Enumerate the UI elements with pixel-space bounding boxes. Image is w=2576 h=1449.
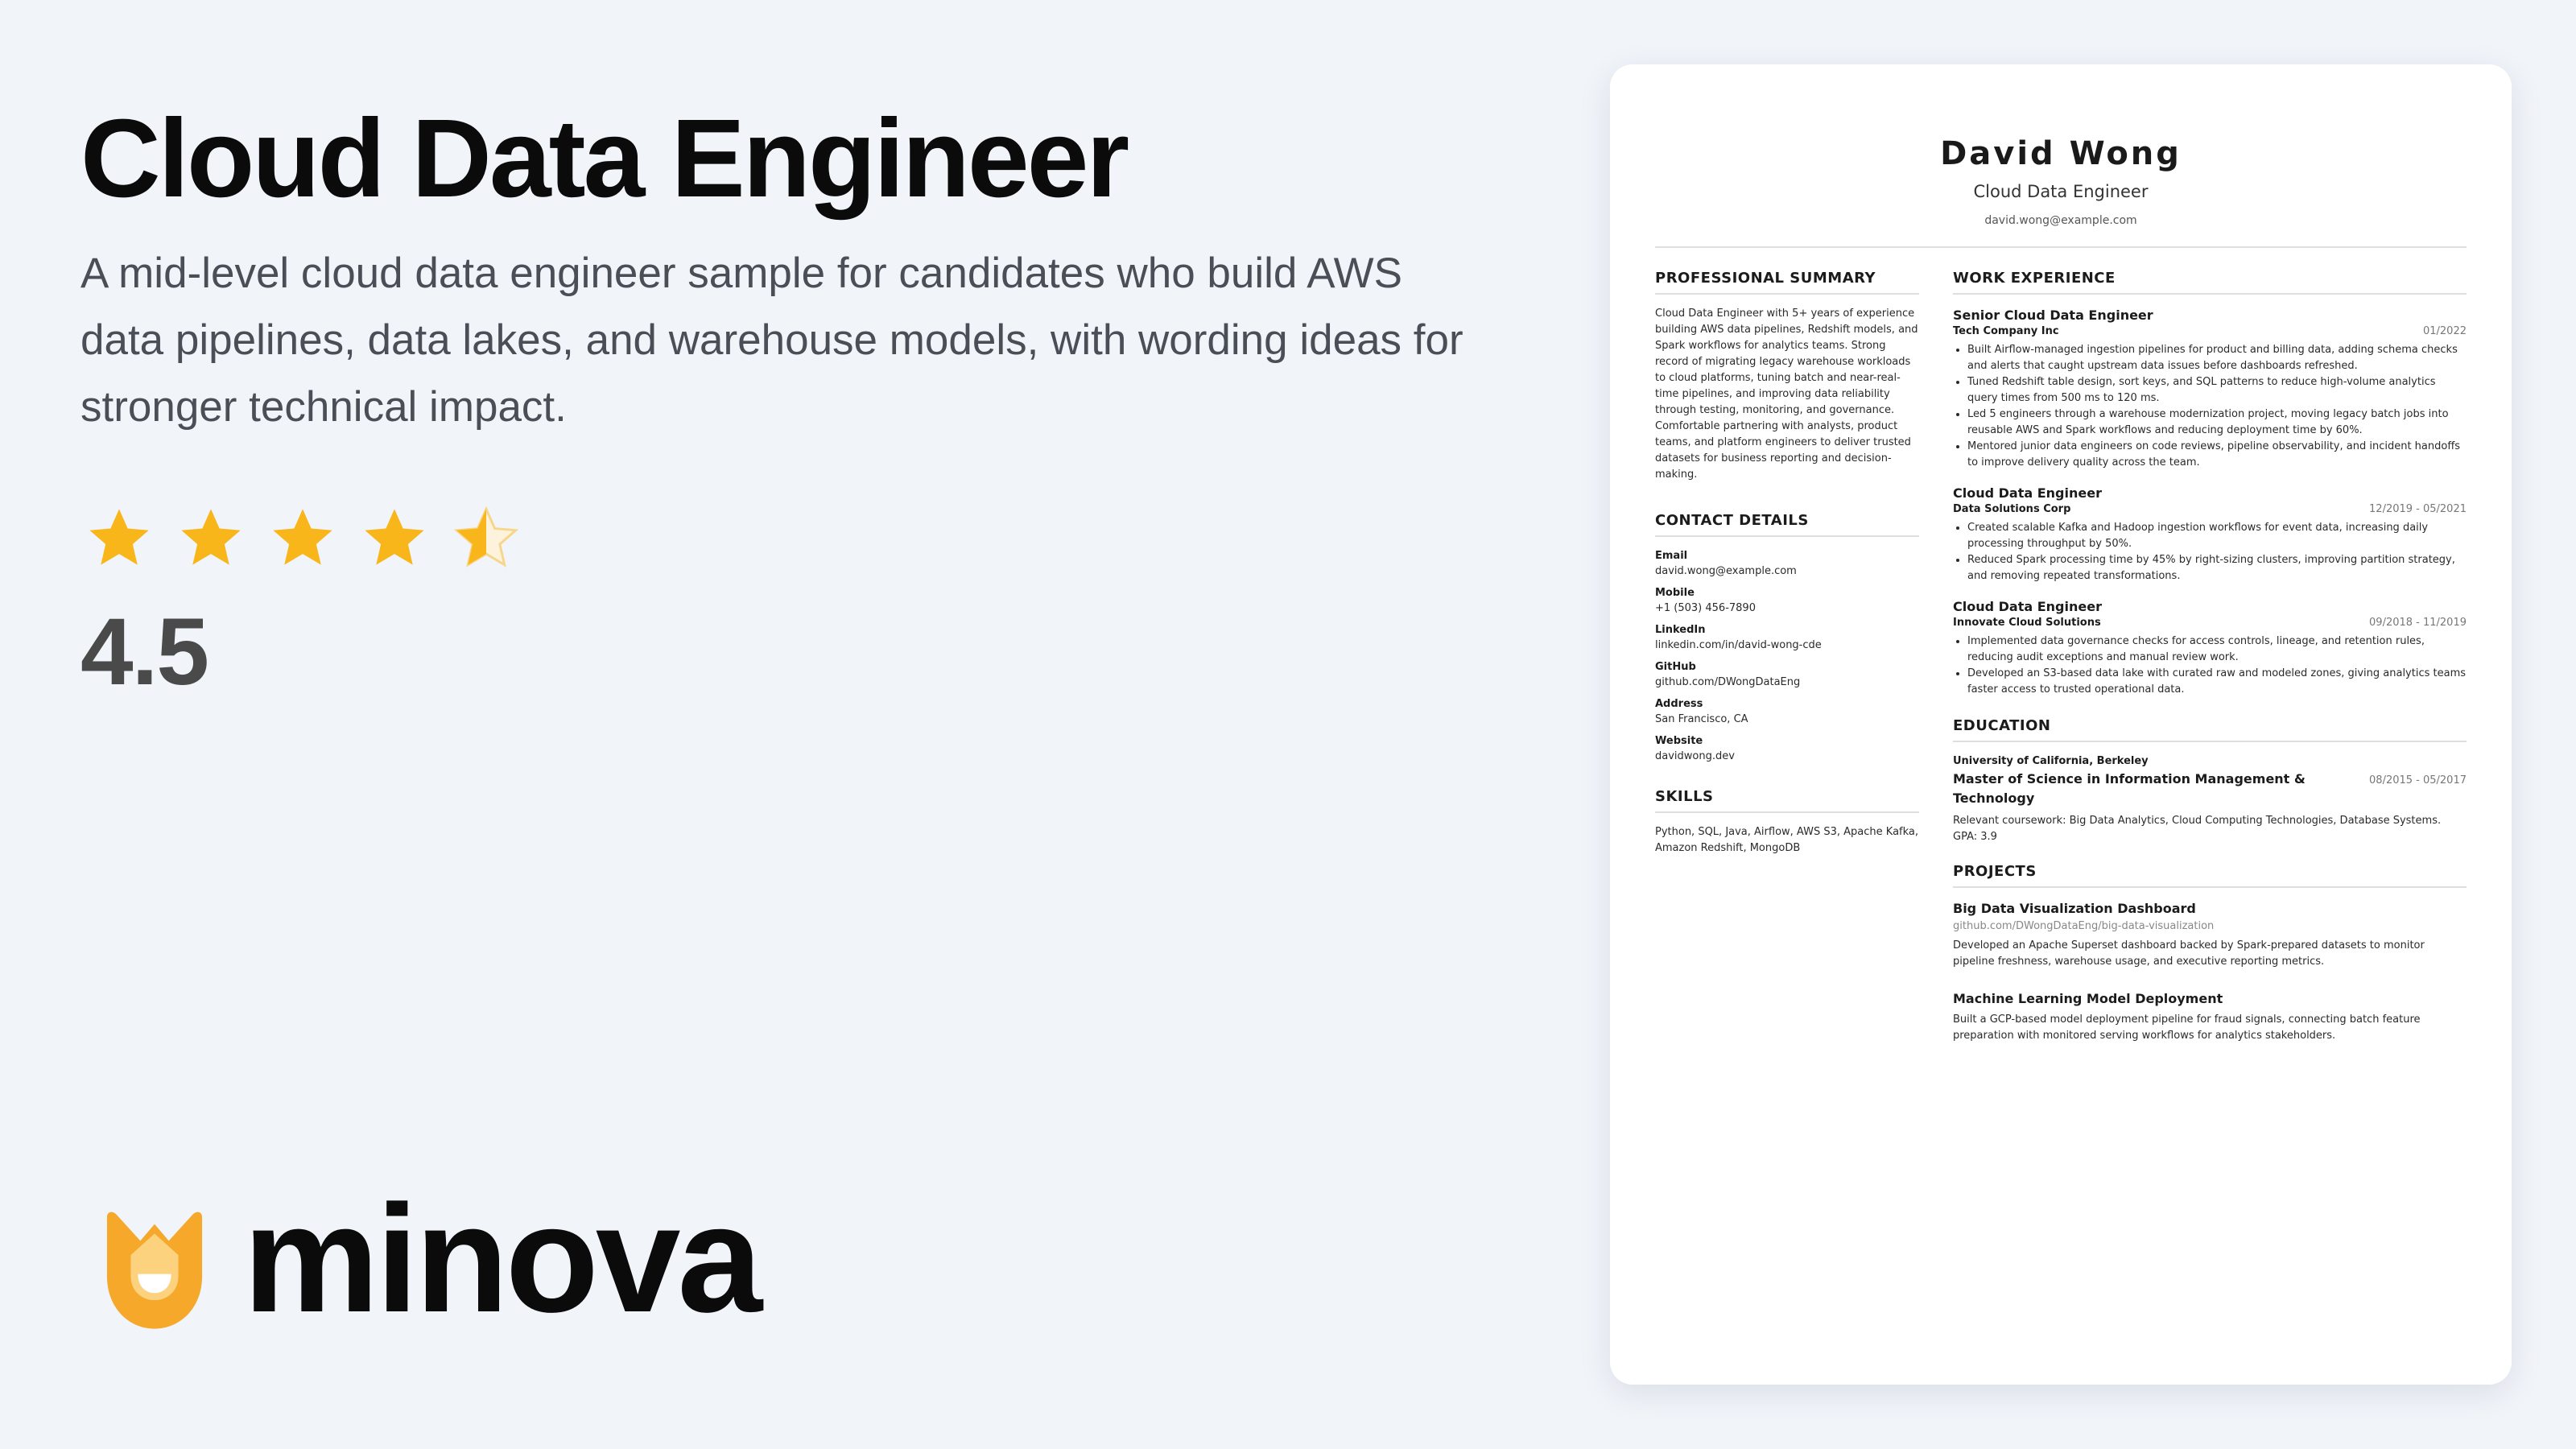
skills-section <box>1655 788 1919 857</box>
contact-item <box>1655 585 1919 616</box>
contact-section <box>1655 512 1919 764</box>
contact-label: GitHub <box>1655 661 1696 673</box>
half-star-icon <box>451 503 522 574</box>
tulip-logo-icon <box>95 1208 214 1332</box>
job-dates: 12/2019 - 05/2021 <box>2369 503 2467 515</box>
contact-value: linkedin.com/in/david-wong-cde <box>1655 639 1822 651</box>
job-company: Data Solutions Corp <box>1953 503 2071 515</box>
contact-label: Email <box>1655 550 1688 562</box>
education-details: Relevant coursework: Big Data Analytics, Cloud Computing Technologies, Database Systems. GPA: 3.9 <box>1953 815 2442 843</box>
job-title: Cloud Data Engineer <box>1953 599 2102 614</box>
brand-name: minova <box>243 1174 760 1344</box>
resume-email: david.wong@example.com <box>1984 214 2137 227</box>
contact-label: Website <box>1655 735 1703 747</box>
rating-stars <box>84 503 522 574</box>
bullet-item: • Reduced Spark processing time by 45% by right-sizing clusters, improving partition strategy, and removing repeated transformations. <box>1967 552 2467 584</box>
resume-name: David Wong <box>1940 135 2182 172</box>
contact-value: davidwong.dev <box>1655 750 1735 762</box>
job-company: Innovate Cloud Solutions <box>1953 617 2101 629</box>
project-description: Developed an Apache Superset dashboard backed by Spark-prepared datasets to monitor pipeline freshness, warehouse usage, and executive reporting metrics. <box>1953 939 2425 968</box>
job-bullets <box>1953 634 2467 698</box>
summary-text: Cloud Data Engineer with 5+ years of experience building AWS data pipelines, Redshift models, and Spark workflows for analytics teams. Strong record of migrating legacy warehouse workloads to cloud platforms, tuning batch and near-real-time pipelines, and improving data reliability through testing, monitoring, and governance. Comfortable partnering with analysts, product teams, and platform engineers to deliver trusted datasets for business reporting and decision-making. <box>1655 308 1918 481</box>
project-title: Big Data Visualization Dashboard <box>1953 901 2196 916</box>
section-title: WORK EXPERIENCE <box>1953 270 2467 295</box>
contact-value: San Francisco, CA <box>1655 713 1748 725</box>
project-description: Built a GCP-based model deployment pipeline for fraud signals, connecting batch feature preparation with monitored serving workflows for analytics stakeholders. <box>1953 1013 2421 1042</box>
summary-section <box>1655 270 1919 483</box>
section-title: SKILLS <box>1655 788 1919 813</box>
bullet-item: • Mentored junior data engineers on code reviews, pipeline observability, and incident handoffs to improve delivery quality across the team. <box>1967 439 2467 471</box>
job-dates: 09/2018 - 11/2019 <box>2369 617 2467 629</box>
project-entry <box>1953 989 2467 1044</box>
education-degree: Master of Science in Information Management & Technology <box>1953 771 2306 806</box>
education-section <box>1953 717 2467 845</box>
star-icon <box>359 503 430 574</box>
contact-item <box>1655 733 1919 764</box>
star-icon <box>84 503 155 574</box>
star-icon <box>175 503 246 574</box>
resume-preview[interactable] <box>1610 64 2512 1385</box>
contact-item <box>1655 548 1919 579</box>
bullet-item: • Created scalable Kafka and Hadoop ingestion workflows for event data, increasing daily processing throughput by 50%. <box>1967 520 2467 552</box>
contact-value: github.com/DWongDataEng <box>1655 676 1801 688</box>
header-divider <box>1655 246 2467 248</box>
star-icon <box>267 503 338 574</box>
job-bullets <box>1953 342 2467 471</box>
section-title: PROJECTS <box>1953 863 2467 888</box>
experience-section <box>1953 270 2467 698</box>
contact-item <box>1655 622 1919 653</box>
section-title: EDUCATION <box>1953 717 2467 742</box>
job-company: Tech Company Inc <box>1953 325 2059 337</box>
project-link[interactable]: github.com/DWongDataEng/big-data-visualization <box>1953 920 2215 932</box>
job-entry <box>1953 306 2467 471</box>
contact-label: Mobile <box>1655 587 1695 599</box>
resume-role: Cloud Data Engineer <box>1973 182 2149 201</box>
job-entry <box>1953 484 2467 584</box>
job-bullets <box>1953 520 2467 584</box>
job-dates: 01/2022 <box>2422 325 2467 337</box>
section-title: PROFESSIONAL SUMMARY <box>1655 270 1919 295</box>
projects-section <box>1953 863 2467 1044</box>
resume-right-column <box>1953 270 2467 1044</box>
project-title: Machine Learning Model Deployment <box>1953 991 2223 1006</box>
contact-item <box>1655 696 1919 727</box>
job-title: Senior Cloud Data Engineer <box>1953 308 2153 323</box>
job-title: Cloud Data Engineer <box>1953 485 2102 501</box>
brand-logo[interactable] <box>95 1174 760 1344</box>
contact-value: +1 (503) 456-7890 <box>1655 602 1756 614</box>
job-entry <box>1953 597 2467 698</box>
contact-item <box>1655 659 1919 690</box>
bullet-item: • Led 5 engineers through a warehouse modernization project, moving legacy batch jobs into reusable AWS and Spark workflows and reducing deployment time by 60%. <box>1967 407 2467 439</box>
bullet-item: • Developed an S3-based data lake with curated raw and modeled zones, giving analytics teams faster access to trusted operational data. <box>1967 666 2467 698</box>
bullet-item: • Implemented data governance checks for access controls, lineage, and retention rules, reducing audit exceptions and manual review work. <box>1967 634 2467 666</box>
contact-label: Address <box>1655 698 1703 710</box>
skills-text: Python, SQL, Java, Airflow, AWS S3, Apache Kafka, Amazon Redshift, MongoDB <box>1655 826 1919 854</box>
contact-label: LinkedIn <box>1655 624 1706 636</box>
education-school: University of California, Berkeley <box>1953 755 2149 767</box>
bullet-item: • Built Airflow-managed ingestion pipelines for product and billing data, adding schema checks and alerts that caught upstream data issues before dashboards refreshed. <box>1967 342 2467 374</box>
section-title: CONTACT DETAILS <box>1655 512 1919 537</box>
contact-value: david.wong@example.com <box>1655 565 1797 577</box>
page-title: Cloud Data Engineer <box>80 97 1128 221</box>
project-entry <box>1953 899 2467 970</box>
resume-left-column <box>1655 270 1919 857</box>
bullet-item: • Tuned Redshift table design, sort keys, and SQL patterns to reduce high-volume analytics query times from 500 ms to 120 ms. <box>1967 374 2467 407</box>
rating-value: 4.5 <box>80 599 208 705</box>
education-dates: 08/2015 - 05/2017 <box>2369 774 2467 786</box>
page-description: A mid-level cloud data engineer sample for candidates who build AWS data pipelines, data lakes, and warehouse models, with wording ideas for stronger technical impact. <box>80 250 1463 431</box>
